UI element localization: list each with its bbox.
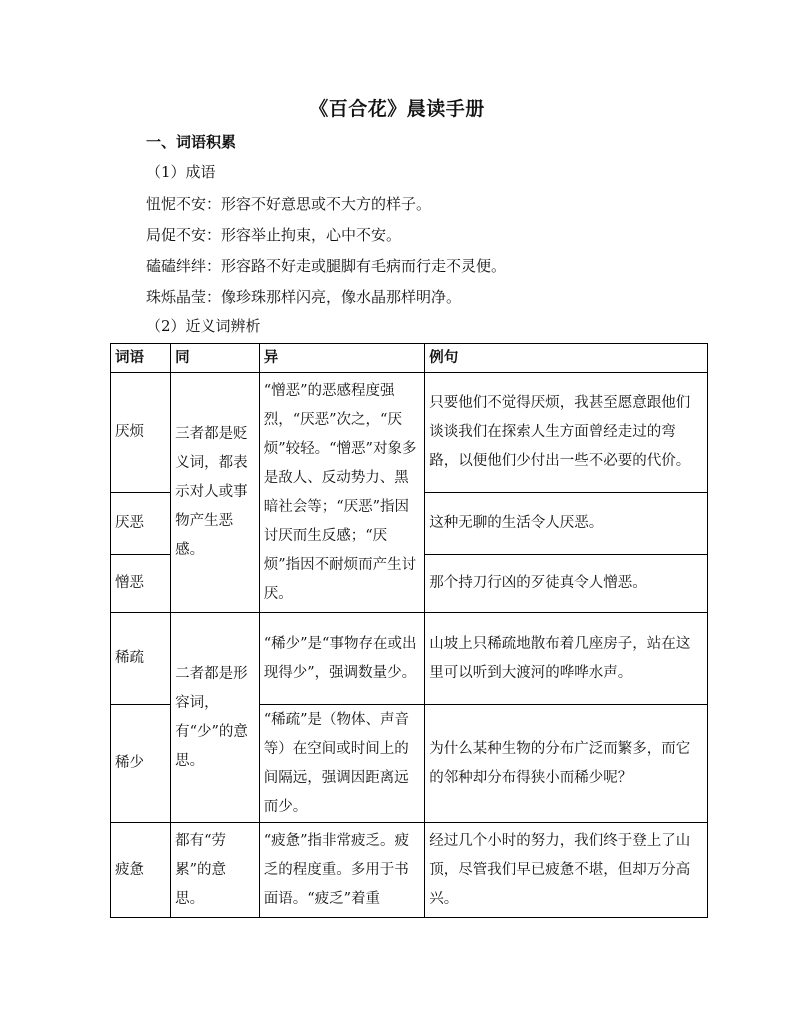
same-cell: 三者都是贬义词，都表示对人或事物产生恶感。 xyxy=(171,373,260,613)
example-cell: 为什么某种生物的分布广泛而繁多，而它的邻种却分布得狭小而稀少呢？ xyxy=(425,705,708,823)
header-example: 例句 xyxy=(425,344,708,373)
diff-cell: “憎恶”的恶感程度强烈，“厌恶”次之，“厌烦”较轻。“憎恶”对象多是敌人、反动势力、黑暗社会等；“厌恶”指因讨厌而生反感；“厌烦”指因不耐烦而产生讨厌。 xyxy=(259,373,425,613)
word-cell: 疲惫 xyxy=(111,823,171,918)
example-cell: 那个持刀行凶的歹徒真令人憎恶。 xyxy=(425,555,708,613)
word-cell: 稀少 xyxy=(111,705,171,823)
synonym-table xyxy=(110,343,708,918)
header-same: 同 xyxy=(171,344,260,373)
subsection-synonyms: （2）近义词辨析 xyxy=(146,317,261,335)
same-cell: 都有“劳累”的意思。 xyxy=(171,823,260,918)
word-cell: 厌恶 xyxy=(111,493,171,555)
section-heading: 一、词语积累 xyxy=(146,133,237,151)
same-cell: 二者都是形容词，有“少”的意思。 xyxy=(171,613,260,823)
table-row xyxy=(111,613,708,705)
word-cell: 稀疏 xyxy=(111,613,171,705)
idiom-line: 局促不安：形容举止拘束，心中不安。 xyxy=(146,226,402,244)
header-diff: 异 xyxy=(259,344,425,373)
subsection-idioms: （1）成语 xyxy=(146,163,216,181)
word-cell: 憎恶 xyxy=(111,555,171,613)
idiom-line: 珠烁晶莹：像珍珠那样闪亮，像水晶那样明净。 xyxy=(146,288,462,306)
example-cell: 山坡上只稀疏地散布着几座房子，站在这里可以听到大渡河的哗哗水声。 xyxy=(425,613,708,705)
idiom-line: 磕磕绊绊：形容路不好走或腿脚有毛病而行走不灵便。 xyxy=(146,257,507,275)
word-cell: 厌烦 xyxy=(111,373,171,493)
example-cell: 这种无聊的生活令人厌恶。 xyxy=(425,493,708,555)
table-row xyxy=(111,823,708,918)
example-cell: 经过几个小时的努力，我们终于登上了山顶，尽管我们早已疲惫不堪，但却万分高兴。 xyxy=(425,823,708,918)
example-cell: 只要他们不觉得厌烦，我甚至愿意跟他们谈谈我们在探索人生方面曾经走过的弯路，以便他们少付出一些不必要的代价。 xyxy=(425,373,708,493)
page-title: 《百合花》晨读手册 xyxy=(309,98,485,120)
diff-cell: “疲惫”指非常疲乏。疲乏的程度重。多用于书面语。“疲乏”着重 xyxy=(259,823,425,918)
table-row xyxy=(111,373,708,493)
diff-cell: “稀少”是“事物存在或出现得少”，强调数量少。 xyxy=(259,613,425,705)
header-word: 词语 xyxy=(111,344,171,373)
idiom-line: 忸怩不安：形容不好意思或不大方的样子。 xyxy=(146,195,432,213)
diff-cell: “稀疏”是（物体、声音等）在空间或时间上的间隔远，强调因距离远而少。 xyxy=(259,705,425,823)
table-header-row xyxy=(111,344,708,373)
